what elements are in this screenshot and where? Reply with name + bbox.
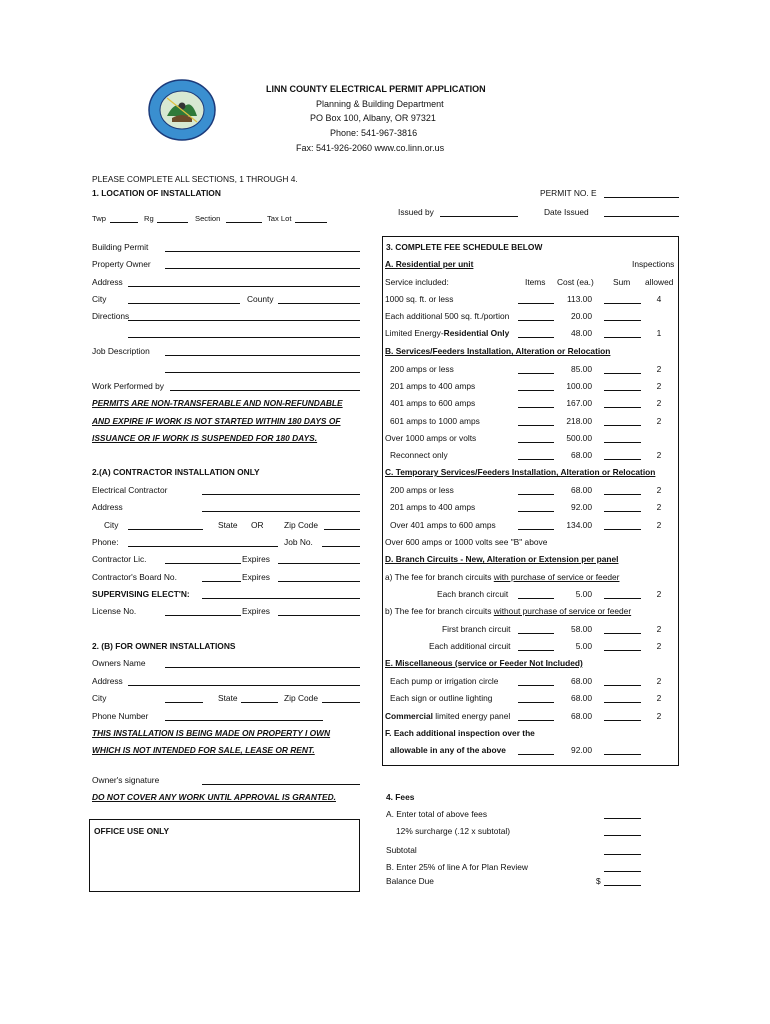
inspections-allowed: 2	[656, 485, 662, 495]
do-not-cover-notice: DO NOT COVER ANY WORK UNTIL APPROVAL IS GRANTED.	[92, 792, 336, 802]
fee-row-label: 601 amps to 1000 amps	[390, 416, 480, 426]
inspections-allowed: 2	[656, 381, 662, 391]
inspections-allowed: 2	[656, 589, 662, 599]
board-no-label: Contractor's Board No.	[92, 572, 177, 582]
lic-expires-label: Expires	[242, 554, 270, 564]
fee-cost: 85.00	[571, 364, 592, 374]
contractor-state-label: State	[218, 520, 238, 530]
contractor-lic-field[interactable]	[165, 563, 241, 564]
fee-row-label: Each branch circuit	[437, 589, 509, 599]
board-expires-field[interactable]	[278, 581, 360, 582]
fee-cost: 68.00	[571, 485, 592, 495]
owner-address-field[interactable]	[128, 685, 360, 686]
issued-by-field[interactable]	[440, 216, 518, 217]
inspections-allowed: 4	[656, 294, 662, 304]
fee-row-label: 201 amps to 400 amps	[390, 502, 476, 512]
subtotal-label: Subtotal	[386, 845, 417, 855]
inspections-allowed: 2	[656, 450, 662, 460]
board-no-field[interactable]	[202, 581, 241, 582]
items-field[interactable]	[518, 442, 554, 443]
items-field[interactable]	[518, 425, 554, 426]
items-header: Items	[525, 277, 546, 287]
balance-due-label: Balance Due	[386, 876, 434, 886]
license-no-label: License No.	[92, 606, 137, 616]
section1-title: 1. LOCATION OF INSTALLATION	[92, 188, 221, 198]
permit-warning-2: AND EXPIRE IF WORK IS NOT STARTED WITHIN 180 DAYS OF	[92, 416, 341, 426]
allowed-header: allowed	[645, 277, 674, 287]
fee-row-label: First branch circuit	[442, 624, 511, 634]
items-field[interactable]	[518, 754, 554, 755]
branch-fee-intro: a) The fee for branch circuits	[385, 572, 494, 582]
fee-row-label: Each sign or outline lighting	[390, 693, 493, 703]
contractor-phone-label: Phone:	[92, 537, 119, 547]
services-feeders-title: B. Services/Feeders Installation, Alteration or Relocation	[385, 346, 611, 356]
owner-city-field[interactable]	[165, 702, 203, 703]
sum-field[interactable]	[604, 407, 641, 408]
sum-field[interactable]	[604, 320, 641, 321]
sum-field[interactable]	[604, 425, 641, 426]
items-field[interactable]	[518, 529, 554, 530]
items-field[interactable]	[518, 598, 554, 599]
contractor-state-value: OR	[251, 520, 264, 530]
fee-cost: 5.00	[575, 589, 592, 599]
owner-notice-2: WHICH IS NOT INTENDED FOR SALE, LEASE OR RENT.	[92, 745, 315, 755]
limited-energy-panel-text: limited energy panel	[432, 711, 511, 721]
address-label: Address	[92, 277, 123, 287]
owner-state-field[interactable]	[241, 702, 278, 703]
fee-cost: 100.00	[566, 381, 592, 391]
fee-cost: 167.00	[566, 398, 592, 408]
fee-row-label: 401 amps to 600 amps	[390, 398, 476, 408]
contractor-lic-label: Contractor Lic.	[92, 554, 147, 564]
surcharge-label: 12% surcharge (.12 x subtotal)	[396, 826, 511, 836]
office-use-label: OFFICE USE ONLY	[94, 826, 170, 836]
section3-title: 3. COMPLETE FEE SCHEDULE BELOW	[386, 242, 543, 252]
tax-lot-label: Tax Lot	[267, 214, 292, 223]
sum-field[interactable]	[604, 685, 641, 686]
job-description-field-2[interactable]	[165, 372, 360, 373]
inspections-allowed: 2	[656, 641, 662, 651]
sum-field[interactable]	[604, 442, 641, 443]
sum-field[interactable]	[604, 511, 641, 512]
section-label: Section	[195, 214, 221, 223]
department-fax-web: Fax: 541-926-2060 www.co.linn.or.us	[296, 143, 445, 153]
directions-field-2[interactable]	[128, 337, 360, 338]
inspections-allowed: 1	[656, 328, 662, 338]
sum-field[interactable]	[604, 720, 641, 721]
fee-row-label: 200 amps or less	[390, 485, 454, 495]
owner-signature-label: Owner's signature	[92, 775, 160, 785]
inspections-allowed: 2	[656, 711, 662, 721]
fee-cost: 113.00	[567, 294, 592, 304]
section4-title: 4. Fees	[386, 792, 415, 802]
balance-due-field[interactable]	[604, 885, 641, 886]
fee-row-label: Over 401 amps to 600 amps	[390, 520, 496, 530]
owner-notice-1: THIS INSTALLATION IS BEING MADE ON PROPERTY I OWN	[92, 728, 331, 738]
permit-warning-1: PERMITS ARE NON-TRANSFERABLE AND NON-REFUNDABLE	[92, 398, 343, 408]
electrical-contractor-field[interactable]	[202, 494, 360, 495]
plan-review-label: B. Enter 25% of line A for Plan Review	[386, 862, 528, 872]
contractor-phone-field[interactable]	[128, 546, 278, 547]
inspections-header: Inspections	[632, 259, 675, 269]
department-address: PO Box 100, Albany, OR 97321	[310, 113, 436, 123]
branch-without-service-text	[385, 606, 631, 616]
form-title: LINN COUNTY ELECTRICAL PERMIT APPLICATION	[266, 84, 486, 94]
twp-field[interactable]	[110, 222, 138, 223]
items-field[interactable]	[518, 303, 554, 304]
building-permit-field[interactable]	[165, 251, 360, 252]
property-owner-label: Property Owner	[92, 259, 151, 269]
contractor-city-label: City	[104, 520, 119, 530]
section2b-title: 2. (B) FOR OWNER INSTALLATIONS	[92, 641, 236, 651]
inspections-allowed: 2	[656, 364, 662, 374]
miscellaneous-title: E. Miscellaneous (service or Feeder Not Included)	[385, 658, 583, 668]
owner-zip-field[interactable]	[322, 702, 360, 703]
fee-row-label: allowable in any of the above	[390, 745, 506, 755]
fee-row-label: Over 600 amps or 1000 volts see "B" above	[385, 537, 548, 547]
fee-row-label: 201 amps to 400 amps	[390, 381, 476, 391]
fee-cost: 68.00	[571, 450, 592, 460]
department-name: Planning & Building Department	[316, 99, 444, 109]
inspections-allowed: 2	[656, 398, 662, 408]
fee-row-label: Each additional 500 sq. ft./portion	[385, 311, 510, 321]
work-performed-by-field[interactable]	[170, 390, 360, 391]
address-field[interactable]	[128, 286, 360, 287]
license-expires-field[interactable]	[278, 615, 360, 616]
supervising-field[interactable]	[202, 598, 360, 599]
sum-field[interactable]	[604, 390, 641, 391]
county-field[interactable]	[278, 303, 360, 304]
city-field[interactable]	[128, 303, 240, 304]
inspections-allowed: 2	[656, 502, 662, 512]
items-field[interactable]	[518, 373, 554, 374]
permit-no-field[interactable]	[604, 197, 679, 198]
sum-field[interactable]	[604, 650, 641, 651]
owner-state-label: State	[218, 693, 238, 703]
issued-by-label: Issued by	[398, 207, 434, 217]
temporary-services-title: C. Temporary Services/Feeders Installation, Alteration or Relocation	[385, 467, 656, 477]
inspections-allowed: 2	[656, 624, 662, 634]
board-expires-label: Expires	[242, 572, 270, 582]
branch-circuits-title: D. Branch Circuits - New, Alteration or Extension per panel	[385, 554, 619, 564]
without-purchase-text: without purchase of service or feeder	[493, 606, 632, 616]
date-issued-label: Date Issued	[544, 207, 589, 217]
items-field[interactable]	[518, 390, 554, 391]
twp-label: Twp	[92, 214, 106, 223]
total-fees-label: A. Enter total of above fees	[386, 809, 488, 819]
job-description-label: Job Description	[92, 346, 150, 356]
lic-expires-field[interactable]	[278, 563, 360, 564]
license-expires-label: Expires	[242, 606, 270, 616]
branch-fee-intro: b) The fee for branch circuits	[385, 606, 494, 616]
fee-row-label: 200 amps or less	[390, 364, 454, 374]
sum-field[interactable]	[604, 459, 641, 460]
inspections-allowed: 2	[656, 676, 662, 686]
owner-address-label: Address	[92, 676, 123, 686]
permit-no-label: PERMIT NO. E	[540, 188, 597, 198]
contractor-zip-label: Zip Code	[284, 520, 318, 530]
tax-lot-field[interactable]	[295, 222, 327, 223]
branch-with-service-text	[385, 572, 619, 582]
fee-cost: 92.00	[571, 502, 592, 512]
directions-field-1[interactable]	[128, 320, 360, 321]
contractor-city-field[interactable]	[128, 529, 203, 530]
electrical-contractor-label: Electrical Contractor	[92, 485, 168, 495]
directions-label: Directions	[92, 311, 130, 321]
intro-text: PLEASE COMPLETE ALL SECTIONS, 1 THROUGH 4.	[92, 174, 298, 184]
fee-row-label: Over 1000 amps or volts	[385, 433, 477, 443]
inspections-allowed: 2	[656, 520, 662, 530]
dollar-sign: $	[596, 876, 601, 886]
sum-field[interactable]	[604, 337, 641, 338]
date-issued-field[interactable]	[604, 216, 679, 217]
surcharge-field[interactable]	[604, 835, 641, 836]
job-description-field-1[interactable]	[165, 355, 360, 356]
items-field[interactable]	[518, 633, 554, 634]
items-field[interactable]	[518, 720, 554, 721]
sum-field[interactable]	[604, 373, 641, 374]
items-field[interactable]	[518, 685, 554, 686]
fee-row-label	[385, 711, 510, 721]
commercial-text: Commercial	[385, 711, 433, 721]
linn-county-seal	[147, 78, 217, 142]
owner-city-label: City	[92, 693, 107, 703]
fee-cost: 68.00	[571, 711, 592, 721]
items-field[interactable]	[518, 320, 554, 321]
residential-title: A. Residential per unit	[385, 259, 474, 269]
sum-field[interactable]	[604, 754, 641, 755]
fee-row-label	[385, 328, 509, 338]
plan-review-field[interactable]	[604, 871, 641, 872]
residential-only-text: Residential Only	[443, 328, 510, 338]
owner-signature-field[interactable]	[202, 784, 360, 785]
owners-name-field[interactable]	[165, 667, 360, 668]
fee-cost: 5.00	[575, 641, 592, 651]
permit-warning-3: ISSUANCE OR IF WORK IS SUSPENDED FOR 180 DAYS.	[92, 433, 318, 443]
contractor-zip-field[interactable]	[324, 529, 360, 530]
items-field[interactable]	[518, 650, 554, 651]
department-phone: Phone: 541-967-3816	[330, 128, 418, 138]
building-permit-label: Building Permit	[92, 242, 149, 252]
owner-zip-label: Zip Code	[284, 693, 318, 703]
fee-cost: 500.00	[566, 433, 592, 443]
items-field[interactable]	[518, 511, 554, 512]
property-owner-field[interactable]	[165, 268, 360, 269]
subtotal-field[interactable]	[604, 854, 641, 855]
inspections-allowed: 2	[656, 416, 662, 426]
city-label: City	[92, 294, 107, 304]
fee-cost: 92.00	[571, 745, 592, 755]
contractor-address-label: Address	[92, 502, 123, 512]
with-purchase-text: with purchase of service or feeder	[493, 572, 620, 582]
license-no-field[interactable]	[165, 615, 241, 616]
items-field[interactable]	[518, 494, 554, 495]
fee-row-label: Each additional circuit	[429, 641, 511, 651]
sum-field[interactable]	[604, 598, 641, 599]
rg-label: Rg	[144, 214, 154, 223]
rg-field[interactable]	[157, 222, 188, 223]
county-label: County	[247, 294, 274, 304]
fee-cost: 20.00	[571, 311, 592, 321]
fee-cost: 68.00	[571, 676, 592, 686]
total-fees-field[interactable]	[604, 818, 641, 819]
additional-inspection-title: F. Each additional inspection over the	[385, 728, 535, 738]
service-included-label: Service included:	[385, 277, 449, 287]
fee-cost: 134.00	[566, 520, 592, 530]
fee-row-label: Reconnect only	[390, 450, 448, 460]
items-field[interactable]	[518, 459, 554, 460]
supervising-label: SUPERVISING ELECT'N:	[92, 589, 190, 599]
fee-cost: 58.00	[571, 624, 592, 634]
work-performed-by-label: Work Performed by	[92, 381, 164, 391]
job-no-field[interactable]	[322, 546, 360, 547]
phone-number-field[interactable]	[165, 720, 323, 721]
sum-field[interactable]	[604, 633, 641, 634]
fee-cost: 68.00	[571, 693, 592, 703]
contractor-address-field[interactable]	[202, 511, 360, 512]
job-no-label: Job No.	[284, 537, 313, 547]
limited-energy-text: Limited Energy-	[385, 328, 444, 338]
sum-field[interactable]	[604, 303, 641, 304]
inspections-allowed: 2	[656, 693, 662, 703]
phone-number-label: Phone Number	[92, 711, 149, 721]
section2a-title: 2.(A) CONTRACTOR INSTALLATION ONLY	[92, 467, 260, 477]
items-field[interactable]	[518, 702, 554, 703]
fee-cost: 48.00	[571, 328, 592, 338]
cost-header: Cost (ea.)	[557, 277, 594, 287]
sum-field[interactable]	[604, 702, 641, 703]
section-field[interactable]	[226, 222, 262, 223]
sum-field[interactable]	[604, 529, 641, 530]
items-field[interactable]	[518, 407, 554, 408]
owners-name-label: Owners Name	[92, 658, 146, 668]
fee-row-label: Each pump or irrigation circle	[390, 676, 499, 686]
sum-field[interactable]	[604, 494, 641, 495]
sum-header: Sum	[613, 277, 631, 287]
fee-cost: 218.00	[566, 416, 592, 426]
items-field[interactable]	[518, 337, 554, 338]
fee-row-label: 1000 sq. ft. or less	[385, 294, 454, 304]
